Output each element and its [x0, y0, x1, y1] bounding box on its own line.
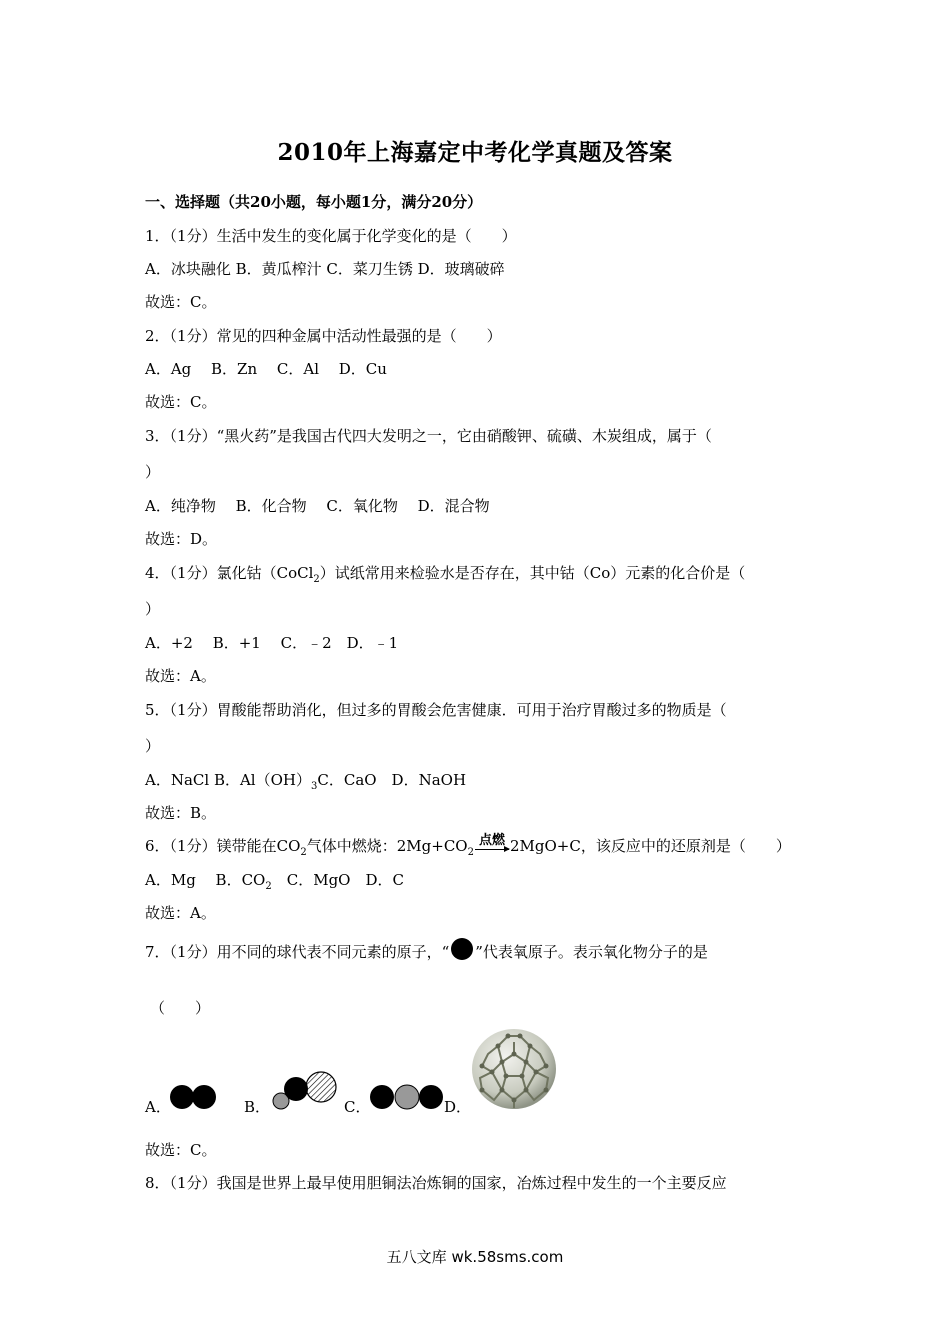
question-4-answer: 故选：A。 [145, 667, 216, 685]
question-2-stem: 2．（1分）常见的四种金属中活动性最强的是（ ） [145, 327, 502, 345]
question-7-stem [145, 941, 708, 964]
question-7-stem-continued: （ ） [150, 999, 211, 1017]
question-6-stem-part: 2MgO+C，该反应中的还原剂是（ ） [509, 837, 791, 855]
question-5-options-part: A．NaCl B．Al（OH） [145, 771, 311, 789]
reaction-arrow [475, 833, 509, 855]
question-3-options: A．纯净物 B．化合物 C．氧化物 D．混合物 [145, 497, 490, 515]
question-7-stem-part: 7．（1分）用不同的球代表不同元素的原子，“ [145, 943, 450, 961]
option-b-label: B． [244, 1098, 271, 1116]
section-heading: 一、选择题（共20小题，每小题1分，满分20分） [145, 193, 483, 211]
question-6-stem-part: 气体中燃烧：2Mg+CO [306, 837, 468, 855]
question-4-stem [145, 562, 745, 583]
question-4-stem-continued: ） [145, 600, 161, 618]
question-4-stem-part: ）试纸常用来检验水是否存在，其中钴（Co）元素的化合价是（ [319, 564, 746, 582]
option-c-label: C． [344, 1098, 371, 1116]
subscript: 2 [313, 574, 320, 585]
subscript: 2 [265, 881, 272, 892]
option-d-label: D． [444, 1098, 472, 1116]
question-6-options-part: A．Mg B．CO [145, 871, 266, 889]
question-2-options: A．Ag B．Zn C．Al D．Cu [145, 360, 387, 378]
molecule-b-icon [270, 1070, 340, 1112]
footer-site-name: 五八文库 [386, 1248, 447, 1266]
footer-url: wk.58sms.com [451, 1248, 564, 1266]
reaction-condition: 点燃 [478, 833, 505, 848]
option-a-label: A． [145, 1098, 171, 1116]
question-3-stem-continued: ） [145, 463, 161, 481]
question-1-answer: 故选：C。 [145, 293, 217, 311]
question-6-stem [145, 835, 791, 856]
subscript: 2 [467, 847, 474, 858]
question-6-options [145, 869, 404, 890]
oxygen-atom-icon [451, 938, 473, 960]
question-6-options-part: C．MgO D．C [271, 871, 404, 889]
page-title: 2010年上海嘉定中考化学真题及答案 [277, 139, 673, 166]
question-7-answer: 故选：C。 [145, 1141, 217, 1159]
question-3-stem: 3．（1分）“黑火药”是我国古代四大发明之一，它由硝酸钾、硫磺、木炭组成，属于（ [145, 427, 712, 445]
buckyball-molecule-icon [466, 1024, 562, 1114]
question-4-stem-part: 4．（1分）氯化钴（CoCl [145, 564, 314, 582]
molecule-a-icon [168, 1083, 220, 1111]
question-8-stem: 8．（1分）我国是世界上最早使用胆铜法冶炼铜的国家，冶炼过程中发生的一个主要反应 [145, 1174, 727, 1192]
question-2-answer: 故选：C。 [145, 393, 217, 411]
subscript: 2 [300, 847, 307, 858]
question-5-stem-continued: ） [145, 737, 161, 755]
question-6-answer: 故选：A。 [145, 904, 216, 922]
question-5-stem: 5．（1分）胃酸能帮助消化，但过多的胃酸会危害健康．可用于治疗胃酸过多的物质是（ [145, 701, 727, 719]
question-1-options: A．冰块融化 B．黄瓜榨汁 C．菜刀生锈 D．玻璃破碎 [145, 260, 505, 278]
question-6-stem-part: 6．（1分）镁带能在CO [145, 837, 301, 855]
question-5-options-part: C．CaO D．NaOH [317, 771, 467, 789]
question-1-stem: 1．（1分）生活中发生的变化属于化学变化的是（ ） [145, 227, 517, 245]
subscript: 3 [310, 781, 318, 792]
question-4-options: A．+2 B．+1 C．﹣2 D．﹣1 [145, 634, 399, 652]
page-footer [0, 1246, 950, 1267]
arrow-icon [475, 849, 509, 850]
molecule-c-icon [368, 1082, 446, 1112]
question-7-stem-part: ”代表氧原子。表示氧化物分子的是 [475, 943, 708, 961]
question-3-answer: 故选：D。 [145, 530, 218, 548]
question-5-answer: 故选：B。 [145, 804, 217, 822]
question-5-options [145, 769, 466, 790]
